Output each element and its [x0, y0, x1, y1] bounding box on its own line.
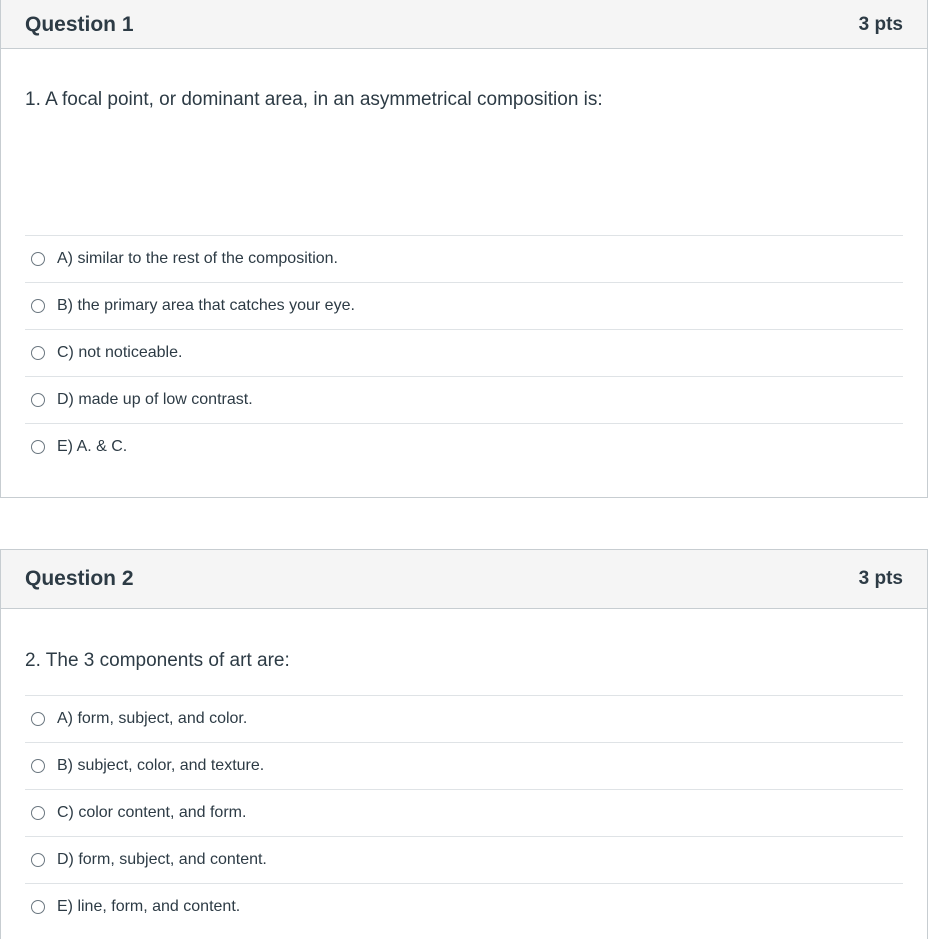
question-points: 3 pts — [858, 568, 903, 589]
radio-button[interactable] — [31, 252, 45, 266]
answer-option[interactable] — [25, 696, 903, 743]
answer-label: C) color content, and form. — [57, 804, 247, 821]
radio-button[interactable] — [31, 346, 45, 360]
answer-option[interactable] — [25, 236, 903, 283]
radio-button[interactable] — [31, 759, 45, 773]
question-card — [0, 549, 928, 939]
question-title: Question 1 — [25, 12, 134, 36]
answer-option[interactable] — [25, 884, 903, 930]
answer-label: B) the primary area that catches your eye. — [57, 297, 355, 314]
question-header — [1, 0, 927, 49]
answer-option[interactable] — [25, 790, 903, 837]
question-text: 1. A focal point, or dominant area, in an asymmetrical composition is: — [25, 89, 603, 110]
radio-button[interactable] — [31, 393, 45, 407]
answer-option[interactable] — [25, 837, 903, 884]
question-text: 2. The 3 components of art are: — [25, 650, 290, 671]
answer-list — [25, 235, 903, 470]
answer-label: E) line, form, and content. — [57, 898, 241, 915]
radio-button[interactable] — [31, 806, 45, 820]
radio-button[interactable] — [31, 299, 45, 313]
question-title: Question 2 — [25, 567, 134, 590]
answer-option[interactable] — [25, 330, 903, 377]
answer-option[interactable] — [25, 377, 903, 424]
question-header — [1, 550, 927, 609]
answer-label: C) not noticeable. — [57, 344, 183, 361]
radio-button[interactable] — [31, 440, 45, 454]
answer-option[interactable] — [25, 424, 903, 470]
radio-button[interactable] — [31, 712, 45, 726]
answer-label: A) similar to the rest of the composition. — [57, 250, 338, 267]
answer-label: D) made up of low contrast. — [57, 391, 253, 408]
answer-label: A) form, subject, and color. — [57, 710, 248, 727]
answer-list — [25, 695, 903, 930]
question-points: 3 pts — [858, 13, 903, 35]
radio-button[interactable] — [31, 853, 45, 867]
answer-option[interactable] — [25, 743, 903, 790]
radio-button[interactable] — [31, 900, 45, 914]
answer-label: D) form, subject, and content. — [57, 851, 267, 868]
answer-label: B) subject, color, and texture. — [57, 757, 265, 774]
answer-option[interactable] — [25, 283, 903, 330]
answer-label: E) A. & C. — [57, 438, 128, 455]
